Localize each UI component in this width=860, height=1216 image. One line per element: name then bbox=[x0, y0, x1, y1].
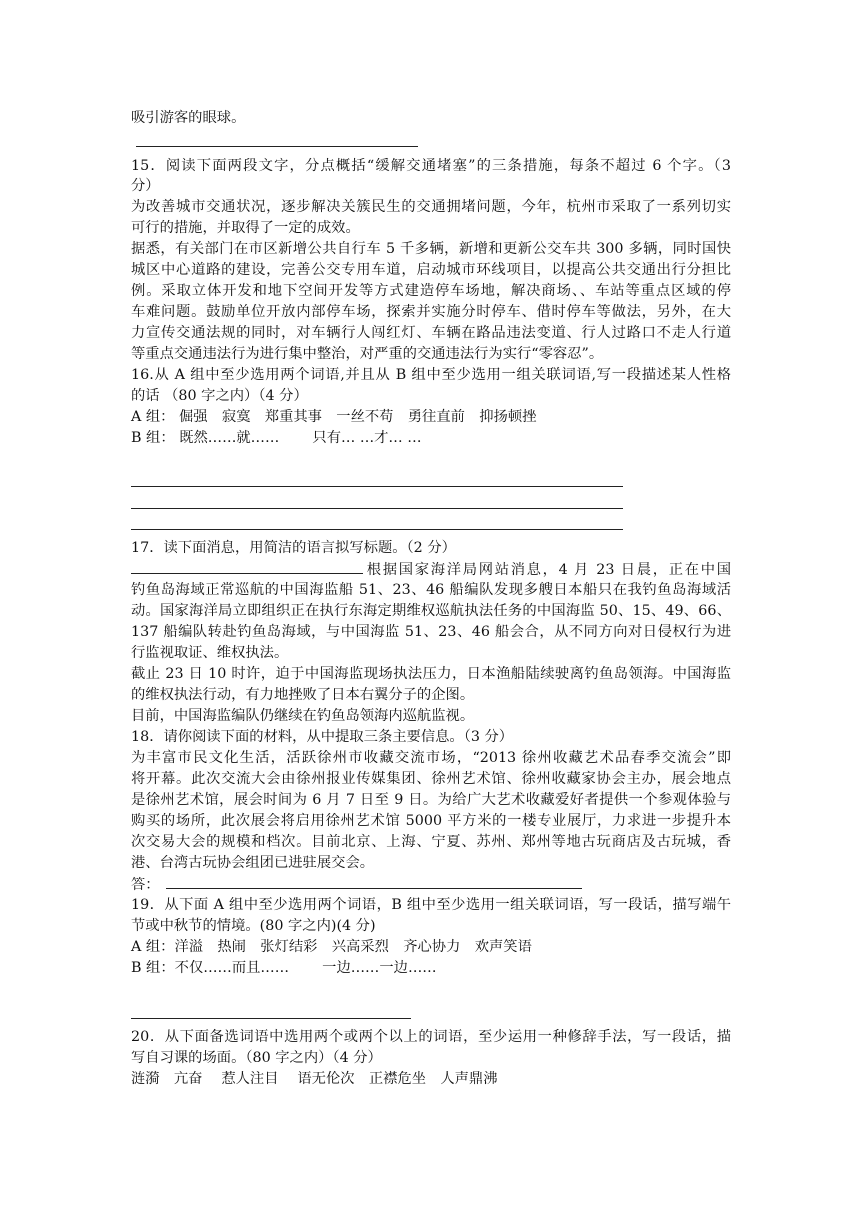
answer-line bbox=[136, 146, 418, 147]
passage-line: 行监视取证、维权执法。 bbox=[131, 645, 289, 661]
passage-line: 为丰富市民文化生活，活跃徐州市收藏交流市场，“2013 徐州收藏艺术品春季交流会”即 bbox=[131, 750, 731, 766]
passage-line: 力宣传交通法规的同时，对车辆行人闯红灯、车辆在路品违法变道、行人过路口不走人行道 bbox=[131, 325, 731, 341]
passage-line: 次交易大会的规模和档次。目前北京、上海、宁夏、苏州、郑州等地古玩商店及古玩城，香 bbox=[131, 834, 731, 850]
passage-line: 可行的措施，并取得了一定的成效。 bbox=[131, 220, 360, 236]
question-20-stem: 20．从下面备选词语中选用两个或两个以上的词语，至少运用一种修辞手法，写一段话，描 bbox=[131, 1029, 731, 1045]
passage-line: 车难问题。鼓励单位开放内部停车场，探索并实施分时停车、借时停车等做法，另外，在大 bbox=[131, 304, 731, 320]
passage-line: 据悉，有关部门在市区新增公共自行车 5 千多辆，新增和更新公交车共 300 多辆，同时国快 bbox=[131, 241, 731, 257]
answer-line bbox=[131, 486, 623, 487]
question-16-stem: 16.从 A 组中至少选用两个词语,并且从 B 组中至少选用一组关联词语,写一段描述某人性格 bbox=[131, 367, 731, 383]
passage-line: 为改善城市交通状况，逐步解决关簇民生的交通拥堵问题，今年，杭州市采取了一系列切实 bbox=[131, 199, 731, 215]
word-options: 涟漪 亢奋 惹人注目 语无伦次 正襟危坐 人声鼎沸 bbox=[131, 1071, 498, 1087]
answer-line bbox=[131, 1018, 411, 1019]
question-19-stem: 19．从下面 A 组中至少选用两个词语，B 组中至少选用一组关联词语，写一段话，描写端午 bbox=[131, 897, 731, 913]
passage-line: 根据国家海洋局网站消息，4 月 23 日晨，正在中国 bbox=[131, 559, 731, 580]
passage-line: 将开幕。此次交流大会由徐州报业传媒集团、徐州艺术馆、徐州收藏家协会主办，展会地点 bbox=[131, 771, 731, 787]
passage-line: 目前，中国海监编队仍继续在钓鱼岛领海内巡航监视。 bbox=[131, 708, 475, 724]
word-group-b: B 组：不仅……而且…… 一边……一边…… bbox=[131, 960, 437, 976]
question-18-stem: 18．请你阅读下面的材料，从中提取三条主要信息。（3 分） bbox=[131, 729, 514, 745]
word-group-b: B 组： 既然……就…… 只有… …才… … bbox=[131, 430, 422, 446]
question-15-stem: 15．阅读下面两段文字，分点概括“缓解交通堵塞”的三条措施，每条不超过 6 个字。（3 bbox=[131, 158, 731, 174]
passage-line: 动。国家海洋局立即组织正在执行东海定期维权巡航执法任务的中国海监 50、15、49、66、 bbox=[131, 603, 731, 619]
passage-line: 的维权执法行动，有力地挫败了日本右翼分子的企图。 bbox=[131, 687, 475, 703]
question-17-stem: 17．读下面消息，用简洁的语言拟写标题。（2 分） bbox=[131, 540, 456, 556]
question-20-stem: 写自习课的场面。（80 字之内）（4 分） bbox=[131, 1050, 382, 1066]
answer-label: 答： bbox=[131, 874, 731, 895]
passage-line: 购买的场所，此次展会将启用徐州艺术馆 5000 平方米的一楼专业展厅，力求进一步提升本 bbox=[131, 813, 731, 829]
text-line: 吸引游客的眼球。 bbox=[131, 110, 246, 126]
passage-line: 等重点交通违法行为进行集中整治，对严重的交通违法行为实行“零容忍”。 bbox=[131, 346, 604, 362]
answer-line bbox=[131, 508, 623, 509]
answer-line bbox=[131, 529, 623, 530]
passage-line: 钓鱼岛海域正常巡航的中国海监船 51、23、46 船编队发现多艘日本船只在我钓鱼岛海域活 bbox=[131, 582, 731, 598]
passage-line: 城区中心道路的建设，完善公交专用车道，启动城市环线项目，以提高公共交通出行分担比 bbox=[131, 262, 731, 278]
question-16-stem: 的话 （80 字之内）（4 分） bbox=[131, 388, 308, 404]
question-19-stem: 节或中秋节的情境。(80 字之内)(4 分) bbox=[131, 918, 376, 934]
question-15-stem: 分） bbox=[131, 178, 160, 194]
passage-line: 截止 23 日 10 时许，迫于中国海监现场执法压力，日本渔船陆续驶离钓鱼岛领海。中国海监 bbox=[131, 666, 731, 682]
passage-line: 港、台湾古玩协会组团已进驻展交会。 bbox=[131, 855, 375, 871]
word-group-a: A 组：洋溢 热闹 张灯结彩 兴高采烈 齐心协力 欢声笑语 bbox=[131, 939, 532, 955]
passage-line: 例。采取立体开发和地下空间开发等方式建造停车场地，解决商场、、车站等重点区域的停 bbox=[131, 283, 731, 299]
word-group-a: A 组： 倔强 寂寞 郑重其事 一丝不苟 勇往直前 抑扬顿挫 bbox=[131, 409, 537, 425]
passage-line: 137 船编队转赴钓鱼岛海域，与中国海监 51、23、46 船会合，从不同方向对日侵权行为进 bbox=[131, 624, 731, 640]
answer-blank bbox=[166, 874, 582, 889]
title-blank bbox=[131, 559, 363, 574]
passage-line: 是徐州艺术馆，展会时间为 6 月 7 日至 9 日。为给广大艺术收藏爱好者提供一个参观体验与 bbox=[131, 792, 731, 808]
